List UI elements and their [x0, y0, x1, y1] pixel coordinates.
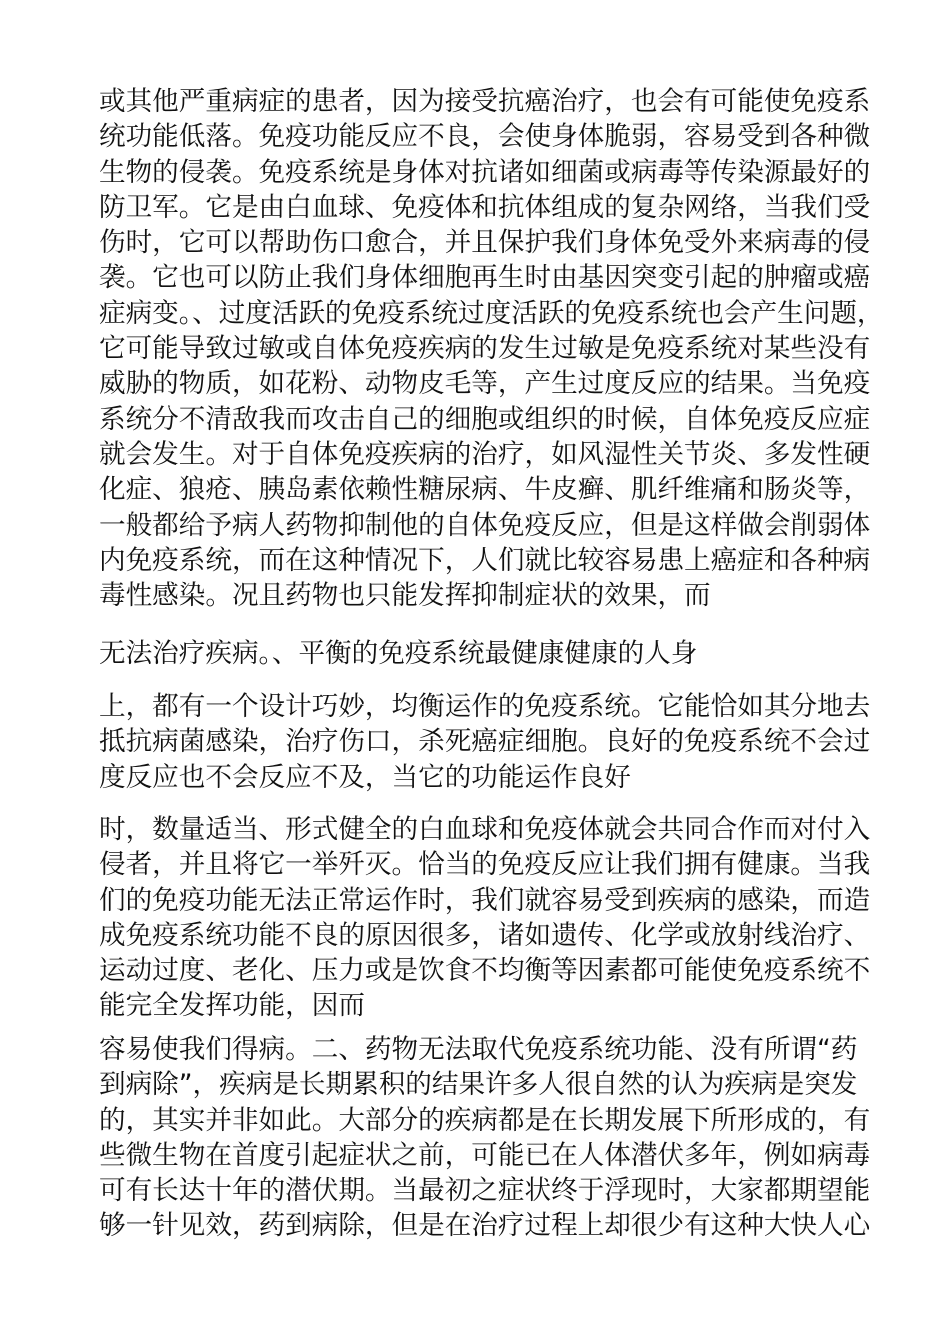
text-line: 它可能导致过敏或自体免疫疾病的发生过敏是免疫系统对某些没有	[99, 333, 871, 365]
text-line: 成免疫系统功能不良的原因很多，诸如遗传、化学或放射线治疗、	[99, 919, 871, 951]
text-line: 侵者，并且将它一举歼灭。恰当的免疫反应让我们拥有健康。当我	[99, 849, 871, 881]
text-line: 防卫军。它是由白血球、免疫体和抗体组成的复杂网络，当我们受	[99, 191, 871, 223]
text-line: 时，数量适当、形式健全的白血球和免疫体就会共同合作而对付入	[99, 814, 871, 845]
text-line: 度反应也不会反应不及，当它的功能运作良好	[99, 761, 631, 793]
text-line: 或其他严重病症的患者，因为接受抗癌治疗，也会有可能使免疫系	[99, 86, 871, 117]
text-line: 伤时，它可以帮助伤口愈合，并且保护我们身体免受外来病毒的侵	[99, 227, 871, 259]
text-line: 上，都有一个设计巧妙，均衡运作的免疫系统。它能恰如其分地去	[99, 691, 871, 722]
text-line: 的，其实并非如此。大部分的疾病都是在长期发展下所形成的，有	[99, 1104, 871, 1136]
text-line: 能完全发挥功能，因而	[99, 990, 365, 1022]
text-line: 威胁的物质，如花粉、动物皮毛等，产生过度反应的结果。当免疫	[99, 368, 871, 400]
text-line: 袭。它也可以防止我们身体细胞再生时由基因突变引起的肿瘤或癌	[99, 262, 871, 294]
text-line: 到病除”，疾病是长期累积的结果许多人很自然的认为疾病是突发	[99, 1069, 858, 1101]
text-line: 抵抗病菌感染，治疗伤口，杀死癌症细胞。良好的免疫系统不会过	[99, 726, 871, 758]
paragraph-medicine-section	[99, 1032, 870, 1244]
text-line: 化症、狼疮、胰岛素依赖性糖尿病、牛皮癣、肌纤维痛和肠炎等，	[99, 474, 871, 506]
text-line: 容易使我们得病。二、药物无法取代免疫系统功能、没有所谓“药	[99, 1034, 858, 1065]
paragraph-immune-function	[99, 812, 870, 1024]
text-line: 统功能低落。免疫功能反应不良，会使身体脆弱，容易受到各种微	[99, 121, 871, 153]
text-line: 毒性感染。况且药物也只能发挥抑制症状的效果，而	[99, 580, 711, 612]
text-line: 无法治疗疾病。、平衡的免疫系统最健康健康的人身	[99, 638, 698, 669]
text-line: 们的免疫功能无法正常运作时，我们就容易受到疾病的感染，而造	[99, 884, 871, 916]
text-line: 生物的侵袭。免疫系统是身体对抗诸如细菌或病毒等传染源最好的	[99, 156, 871, 188]
text-line: 症病变。、过度活跃的免疫系统过度活跃的免疫系统也会产生问题，	[99, 297, 884, 329]
text-line: 些微生物在首度引起症状之前，可能已在人体潜伏多年，例如病毒	[99, 1139, 871, 1171]
paragraph-balanced-immune-heading	[99, 636, 697, 671]
text-line: 系统分不清敌我而攻击自己的细胞或组织的时候，自体免疫反应症	[99, 403, 871, 435]
paragraph-immune-overview	[99, 84, 884, 613]
text-line: 可有长达十年的潜伏期。当最初之症状终于浮现时，大家都期望能	[99, 1175, 871, 1207]
text-line: 一般都给予病人药物抑制他的自体免疫反应，但是这样做会削弱体	[99, 509, 871, 541]
text-line: 就会发生。对于自体免疫疾病的治疗，如风湿性关节炎、多发性硬	[99, 438, 871, 470]
paragraph-balanced-immune-body	[99, 689, 870, 795]
text-line: 内免疫系统，而在这种情况下，人们就比较容易患上癌症和各种病	[99, 544, 871, 576]
text-line: 够一针见效，药到病除，但是在治疗过程上却很少有这种大快人心	[99, 1210, 871, 1242]
text-line: 运动过度、老化、压力或是饮食不均衡等因素都可能使免疫系统不	[99, 955, 871, 987]
